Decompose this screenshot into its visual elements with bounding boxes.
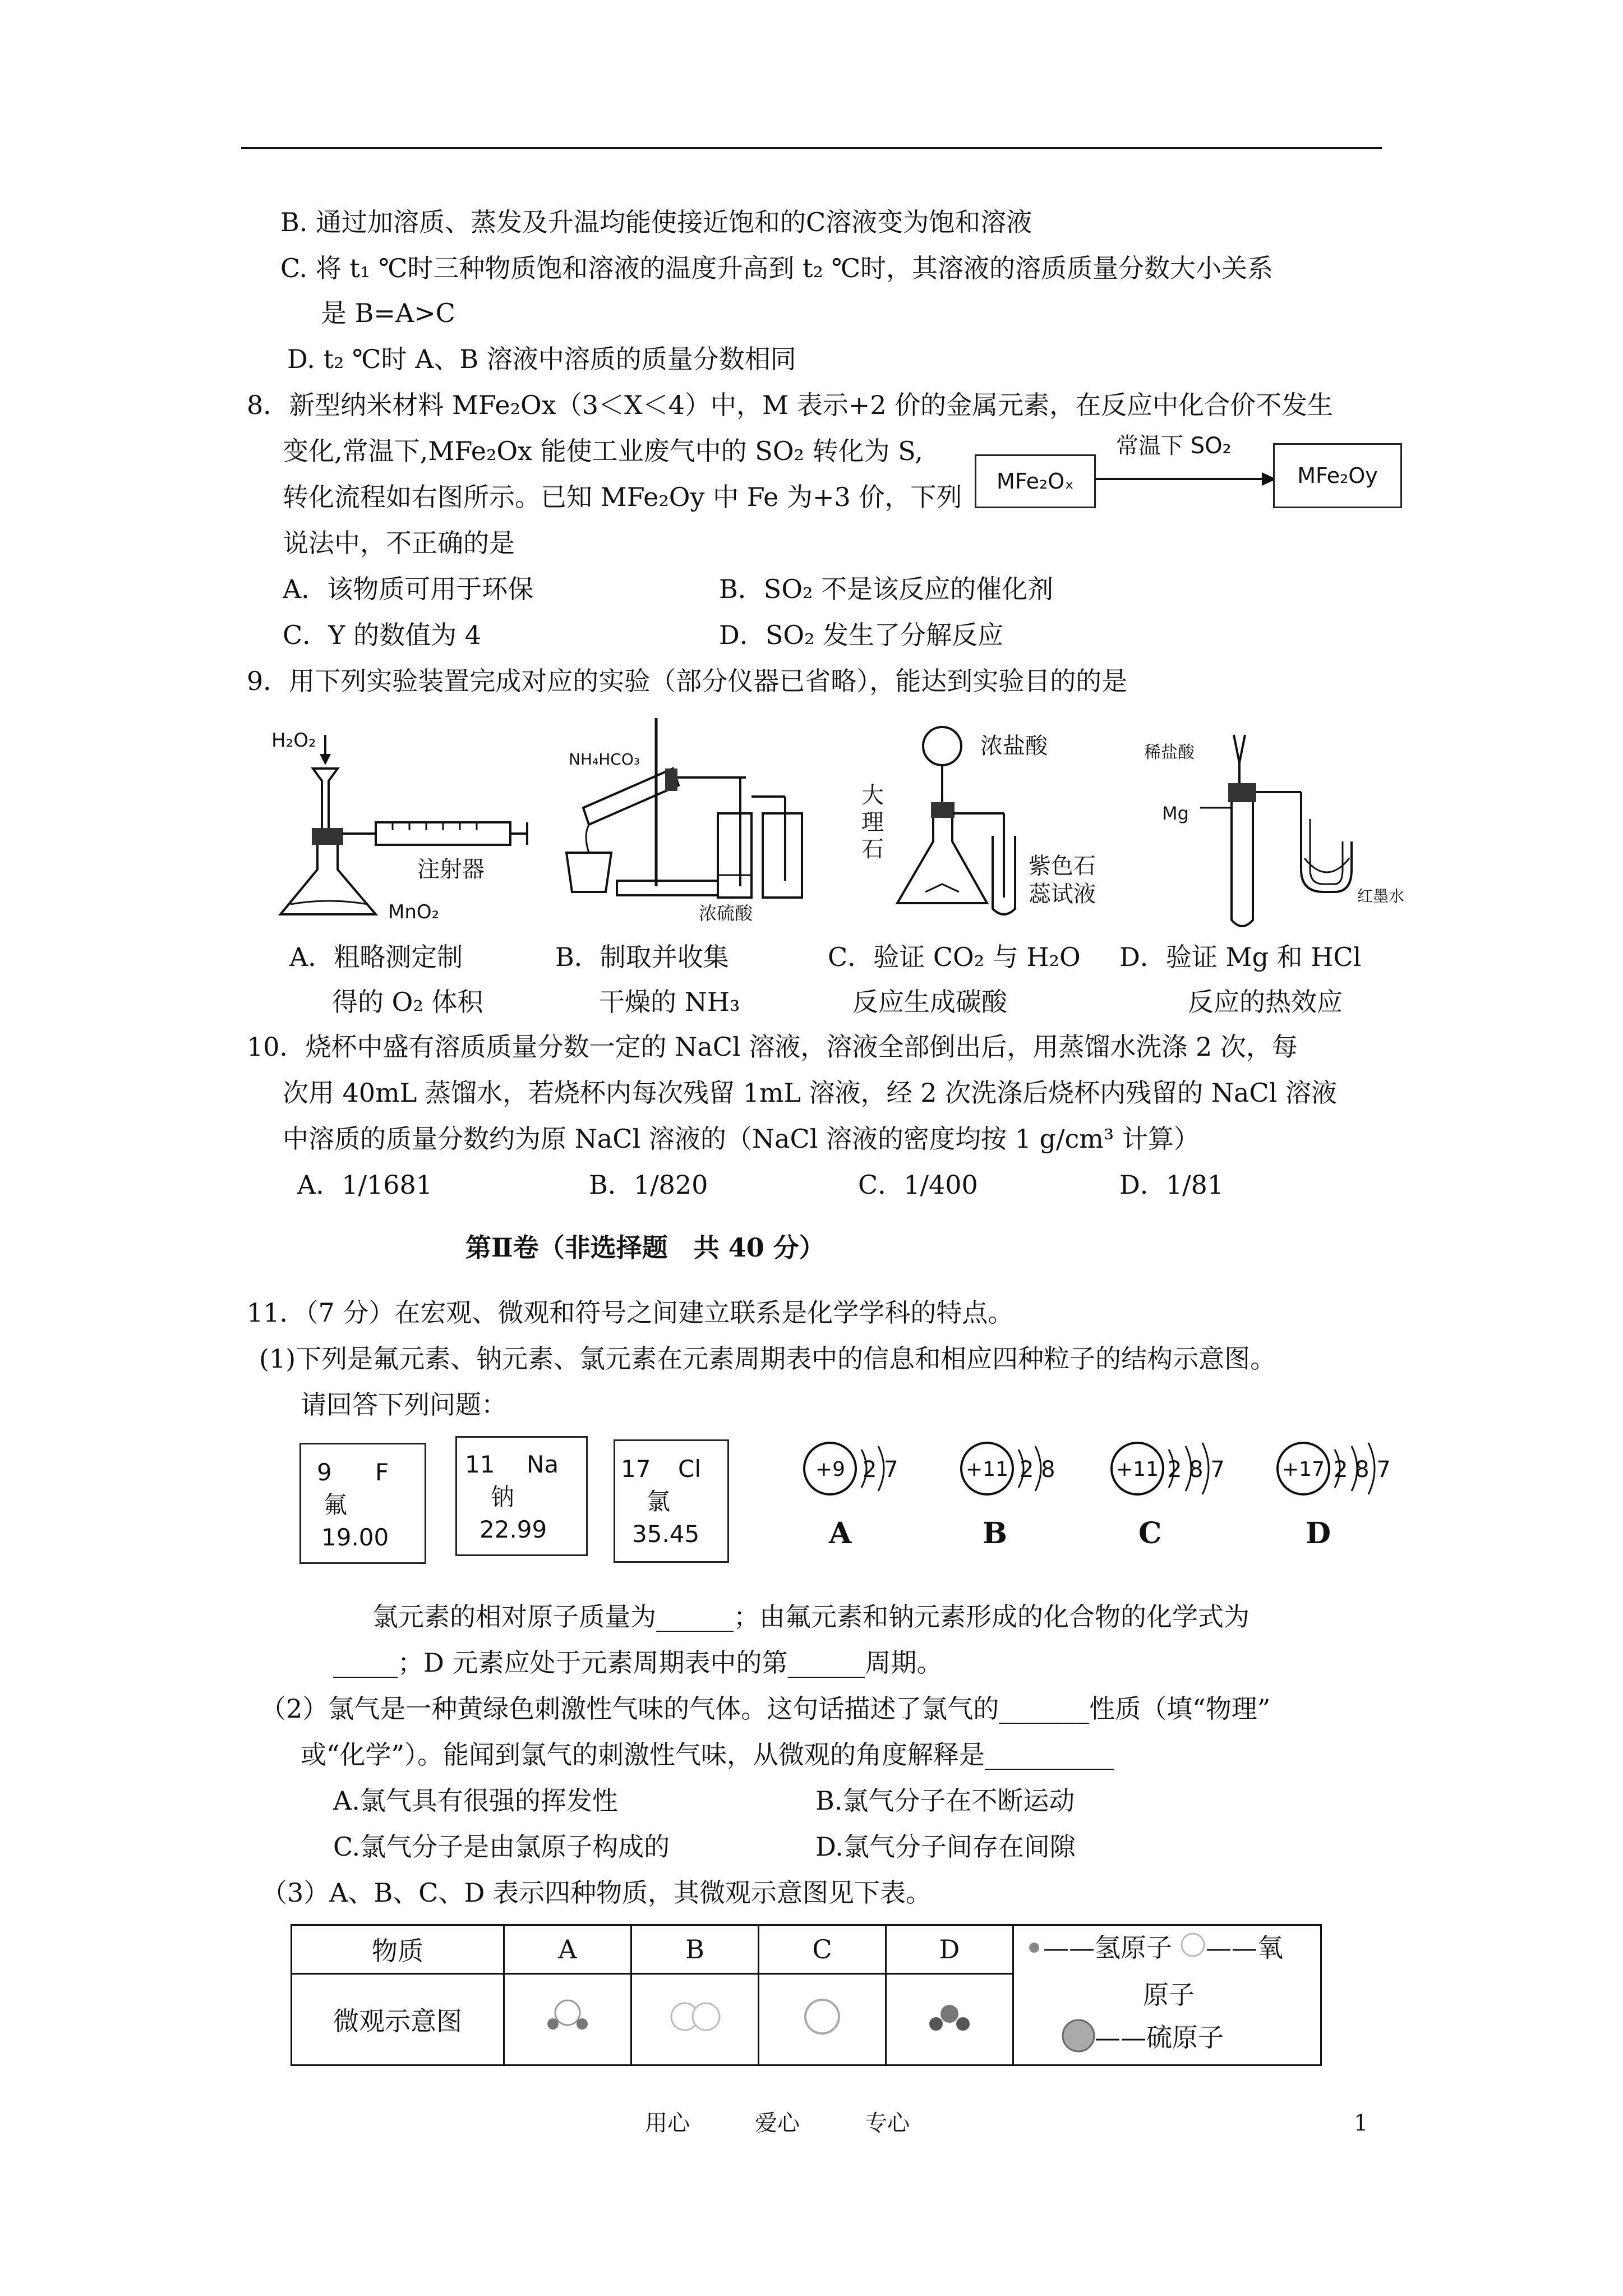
table-header-b: B [631,1925,759,1974]
table-cell-b [631,1974,759,2065]
element-mass: 35.45 [632,1520,700,1548]
hydrogen-atom-icon [1023,1936,1045,1959]
q7-option-d: D. t₂ ℃时 A、B 溶液中溶质的质量分数相同 [287,344,796,374]
q11-part2-option-d: D.氯气分子间存在间隙 [815,1832,1076,1862]
apparatus-a-h2o2: H₂O₂ [271,729,316,752]
particle-c-label: C [1138,1516,1162,1550]
apparatus-d-water: 红墨水 [1357,887,1405,905]
section-2-heading: 第Ⅱ卷（非选择题 共 40 分） [465,1232,825,1263]
apparatus-c-marble-3: 石 [861,836,884,862]
q10-stem-3: 中溶质的质量分数约为原 NaCl 溶液的（NaCl 溶液的密度均按 1 g/cm³ 计算） [283,1124,1200,1154]
element-symbol: Na [527,1451,559,1478]
particle-a-charge: +9 [815,1458,846,1481]
legend-sulfur: ——硫原子 [1095,2022,1224,2053]
flow-right-box: MFe₂Oy [1273,443,1402,508]
q7-option-c-cont: 是 B=A>C [321,298,455,328]
table-header-d: D [886,1925,1013,1974]
q10-option-d: D．1/81 [1119,1170,1224,1200]
apparatus-c-litmus-1: 紫色石 [1029,853,1096,879]
molecule-b-icon [656,1991,734,2042]
q9-option-d-2: 反应的热效应 [1188,987,1343,1017]
element-mass: 22.99 [479,1516,547,1543]
table-cell-d [886,1974,1013,2065]
apparatus-c-marble-2: 理 [861,809,884,835]
q11-part2-stem-1: （2）氯气是一种黄绿色刺激性气味的气体。这句话描述了氯气的_______性质（填“物理” [260,1694,1271,1724]
particle-b-shells: 2 8 [1020,1457,1055,1483]
q8-stem-4: 说法中，不正确的是 [283,528,515,558]
micro-table [291,1924,1322,2066]
q9-option-c-1: C．验证 CO₂ 与 H₂O [828,942,1081,972]
q8-stem-2: 变化,常温下,MFe₂Ox 能使工业废气中的 SO₂ 转化为 S, [283,436,923,466]
table-row-label: 微观示意图 [292,1974,504,2065]
q9-stem: 9．用下列实验装置完成对应的实验（部分仪器已省略），能达到实验目的的是 [247,666,1128,696]
q9-option-a-2: 得的 O₂ 体积 [332,987,483,1017]
q11-part1-question-1: 氯元素的相对原子质量为______；由氟元素和钠元素形成的化合物的化学式为 [372,1602,1249,1632]
q8-option-d: D．SO₂ 发生了分解反应 [719,620,1004,650]
legend-oxygen: ——氧 [1206,1932,1283,1963]
header-rule [241,147,1382,149]
apparatus-c-hcl: 浓盐酸 [980,733,1048,759]
particle-c-shells: 2 8 7 [1168,1457,1225,1483]
apparatus-d-hcl: 稀盐酸 [1144,743,1195,762]
q9-option-d-1: D．验证 Mg 和 HCl [1119,942,1362,972]
q11-part1-question-2: _____；D 元素应处于元素周期表中的第______周期。 [333,1648,943,1678]
flow-arrow-label: 常温下 SO₂ [1116,433,1232,459]
element-name: 钠 [491,1483,515,1511]
element-number: 11 [465,1451,495,1478]
element-card-na [455,1436,588,1556]
element-mass: 19.00 [321,1524,389,1551]
particle-b-charge: +11 [966,1458,1008,1481]
q11-part2-option-b: B.氯气分子在不断运动 [815,1786,1075,1816]
table-cell-a [504,1974,631,2065]
table-header-c: C [759,1925,886,1974]
apparatus-d-mg: Mg [1162,803,1189,824]
page-number: 1 [1354,2110,1368,2136]
q10-option-a: A．1/1681 [297,1170,433,1200]
element-symbol: Cl [678,1455,701,1483]
footer-motto-1: 用心 [645,2110,690,2136]
q9-option-b-2: 干燥的 NH₃ [599,987,740,1017]
particle-d-charge: +17 [1282,1458,1325,1481]
table-header-substance: 物质 [292,1925,504,1974]
molecule-a-icon [534,1991,601,2042]
q10-stem-2: 次用 40mL 蒸馏水，若烧杯内每次残留 1mL 溶液，经 2 次洗涤后烧杯内残留的 NaCl 溶液 [283,1078,1337,1108]
flow-left-box: MFe₂Oₓ [975,454,1096,508]
flow-arrow [1094,466,1279,494]
molecule-d-icon [916,1991,983,2042]
table-cell-c [759,1974,886,2065]
table-legend [1013,1925,1321,2065]
particle-a-label: A [829,1516,852,1550]
sulfur-atom-icon [1059,2016,1098,2055]
element-number: 17 [621,1455,651,1483]
apparatus-c-marble-1: 大 [861,783,884,808]
apparatus-a-syringe: 注射器 [417,857,485,882]
particle-d-shells: 2 8 7 [1334,1457,1391,1483]
q9-option-b-1: B．制取并收集 [555,942,729,972]
q10-option-b: B．1/820 [589,1170,708,1200]
particle-d-label: D [1306,1516,1331,1550]
legend-oxygen-cont: 原子 [1143,1979,1195,2010]
element-number: 9 [317,1458,332,1486]
apparatus-b-acid: 浓硫酸 [699,903,753,924]
q11-part3-stem: （3）A、B、C、D 表示四种物质，其微观示意图见下表。 [261,1878,932,1908]
particle-b-label: B [983,1516,1007,1550]
table-header-a: A [504,1925,631,1974]
q7-option-b: B. 通过加溶质、蒸发及升温均能使接近饱和的C溶液变为饱和溶液 [280,207,1032,237]
element-name: 氯 [647,1488,671,1515]
element-card-cl [614,1439,729,1563]
footer-motto-2: 爱心 [755,2110,800,2136]
legend-hydrogen: ——氢原子 [1043,1932,1172,1963]
q9-option-a-1: A．粗略测定制 [289,942,463,972]
footer-motto-3: 专心 [865,2110,910,2136]
q11-stem: 11．（7 分）在宏观、微观和符号之间建立联系是化学学科的特点。 [247,1297,1014,1328]
q11-part2-option-a: A.氯气具有很强的挥发性 [333,1786,618,1816]
oxygen-atom-icon [1179,1931,1207,1959]
q8-option-b: B．SO₂ 不是该反应的催化剂 [719,574,1054,604]
particle-c-charge: +11 [1116,1458,1159,1481]
q8-stem-3: 转化流程如右图所示。已知 MFe₂Oy 中 Fe 为+3 价，下列 [283,482,962,512]
q10-option-c: C．1/400 [858,1170,978,1200]
apparatus-b-nh4hco3: NH₄HCO₃ [569,750,640,769]
particle-a-shells: 2 7 [863,1457,898,1483]
element-card-f [299,1443,426,1564]
q11-part1-prompt: 请回答下列问题： [301,1389,507,1420]
apparatus-a-mno2: MnO₂ [388,901,440,923]
element-symbol: F [375,1458,389,1486]
q11-part2-stem-2: 或“化学”）。能闻到氯气的刺激性气味，从微观的角度解释是__________ [301,1740,1114,1770]
q8-option-a: A．该物质可用于环保 [283,574,534,604]
q11-part1-stem: (1)下列是氟元素、钠元素、氯元素在元素周期表中的信息和相应四种粒子的结构示意图。 [259,1343,1276,1374]
molecule-c-icon [789,1991,856,2042]
q11-part2-option-c: C.氯气分子是由氯原子构成的 [333,1832,670,1862]
q8-option-c: C．Y 的数值为 4 [283,620,482,650]
q10-stem-1: 10．烧杯中盛有溶质质量分数一定的 NaCl 溶液，溶液全部倒出后，用蒸馏水洗涤 2 次，每 [247,1032,1298,1062]
q8-stem-1: 8．新型纳米材料 MFe₂Ox（3＜X＜4）中，M 表示+2 价的金属元素，在反应中化合价不发生 [247,390,1334,420]
q7-option-c: C. 将 t₁ ℃时三种物质饱和溶液的温度升高到 t₂ ℃时，其溶液的溶质质量分数大小关系 [280,253,1274,283]
element-name: 氟 [324,1491,348,1519]
q9-option-c-2: 反应生成碳酸 [852,987,1007,1017]
apparatus-c-litmus-2: 蕊试液 [1029,881,1096,907]
